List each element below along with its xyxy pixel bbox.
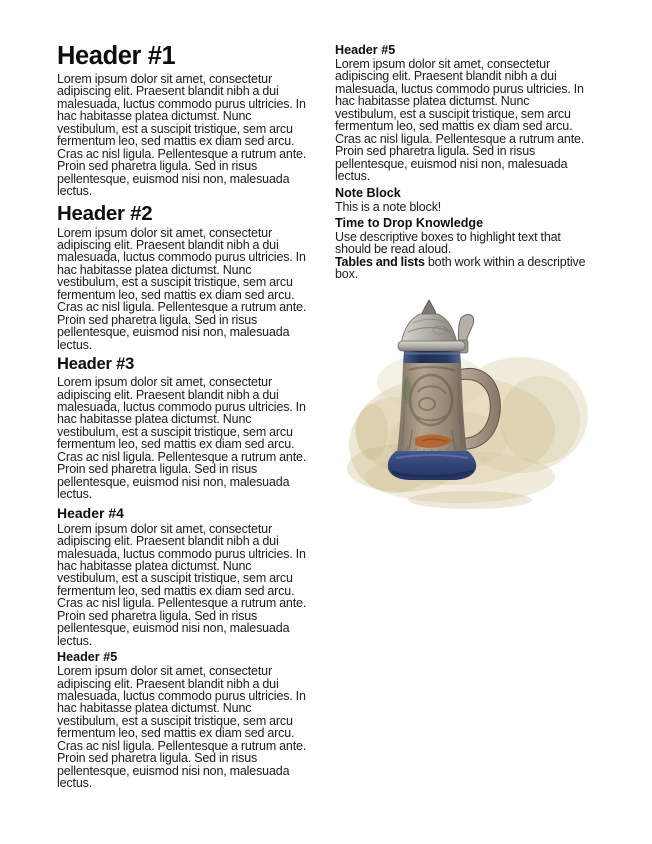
stein-handle [459, 368, 500, 449]
section-paragraph-2: Lorem ipsum dolor sit amet, consectetur adipiscing elit. Praesent blandit nibh a dui malesuada, luctus commodo purus ultricies. In hac habitasse platea dictumst. Nunc vestibulum, est a suscipit tristique, sem arcu fermentum leo, sed mattis ex diam sed arcu. Cras ac nisl ligula. Pellentesque a rutrum ante. Proin sed pharetra ligula. Sed in risus pellentesque, euismod nisi non, malesuada lectus. [57, 225, 307, 352]
watercolor-wash [347, 354, 588, 509]
section-header-5-right: Header #5 [335, 43, 396, 57]
stein-relief [402, 367, 462, 450]
stein-hinge [457, 340, 468, 353]
note-block-title: Note Block [335, 185, 401, 200]
section-paragraph-1: Lorem ipsum dolor sit amet, consectetur adipiscing elit. Praesent blandit nibh a dui malesuada, luctus commodo purus ultricies. In hac habitasse platea dictumst. Nunc vestibulum, est a suscipit tristique, sem arcu fermentum leo, sed mattis ex diam sed arcu. Cras ac nisl ligula. Pellentesque a rutrum ante. Proin sed pharetra ligula. Sed in risus pellentesque, euismod nisi non, malesuada lectus. [57, 72, 307, 199]
section-paragraph-4: Lorem ipsum dolor sit amet, consectetur adipiscing elit. Praesent blandit nibh a dui malesuada, luctus commodo purus ultricies. In hac habitasse platea dictumst. Nunc vestibulum, est a suscipit tristique, sem arcu fermentum leo, sed mattis ex diam sed arcu. Cras ac nisl ligula. Pellentesque a rutrum ante. Proin sed pharetra ligula. Sed in risus pellentesque, euismod nisi non, malesuada lectus. [57, 521, 307, 648]
stein-lid [401, 314, 457, 343]
section-header-2: Header #2 [57, 201, 153, 225]
stein-finial [421, 300, 437, 319]
section-paragraph-5-right: Lorem ipsum dolor sit amet, consectetur adipiscing elit. Praesent blandit nibh a dui malesuada, luctus commodo purus ultricies. In hac habitasse platea dictumst. Nunc vestibulum, est a suscipit tristique, sem arcu fermentum leo, sed mattis ex diam sed arcu. Cras ac nisl ligula. Pellentesque a rutrum ante. Proin sed pharetra ligula. Sed in risus pellentesque, euismod nisi non, malesuada lectus. [335, 57, 585, 184]
section-header-5: Header #5 [57, 650, 118, 665]
section-header-3: Header #3 [57, 355, 135, 374]
stein-body [397, 363, 467, 453]
tables-and-lists-rest: both work within a descriptive box. [335, 254, 586, 282]
drop-knowledge-title: Time to Drop Knowledge [335, 215, 484, 230]
section-paragraph-3: Lorem ipsum dolor sit amet, consectetur adipiscing elit. Praesent blandit nibh a dui malesuada, luctus commodo purus ultricies. In hac habitasse platea dictumst. Nunc vestibulum, est a suscipit tristique, sem arcu fermentum leo, sed mattis ex diam sed arcu. Cras ac nisl ligula. Pellentesque a rutrum ante. Proin sed pharetra ligula. Sed in risus pellentesque, euismod nisi non, malesuada lectus. [57, 375, 307, 502]
section-header-4: Header #4 [57, 504, 124, 521]
drop-knowledge-text: Use descriptive boxes to highlight text that should be read aloud. [335, 229, 561, 257]
tables-and-lists-line [335, 256, 587, 281]
left-column [57, 42, 309, 790]
stein-top-band [403, 351, 461, 364]
stein-rim [398, 341, 465, 351]
stein-base [388, 451, 476, 480]
section-paragraph-5: Lorem ipsum dolor sit amet, consectetur adipiscing elit. Praesent blandit nibh a dui malesuada, luctus commodo purus ultricies. In hac habitasse platea dictumst. Nunc vestibulum, est a suscipit tristique, sem arcu fermentum leo, sed mattis ex diam sed arcu. Cras ac nisl ligula. Pellentesque a rutrum ante. Proin sed pharetra ligula. Sed in risus pellentesque, euismod nisi non, malesuada lectus. [57, 664, 307, 791]
stein-orange-accent [415, 434, 453, 447]
tables-and-lists-bold: Tables and lists [335, 254, 425, 269]
stein-green-accent [403, 376, 411, 404]
stein-thumblift [458, 314, 473, 345]
note-block-text: This is a note block! [335, 199, 442, 214]
right-column [335, 40, 587, 281]
section-header-1: Header #1 [57, 42, 176, 70]
